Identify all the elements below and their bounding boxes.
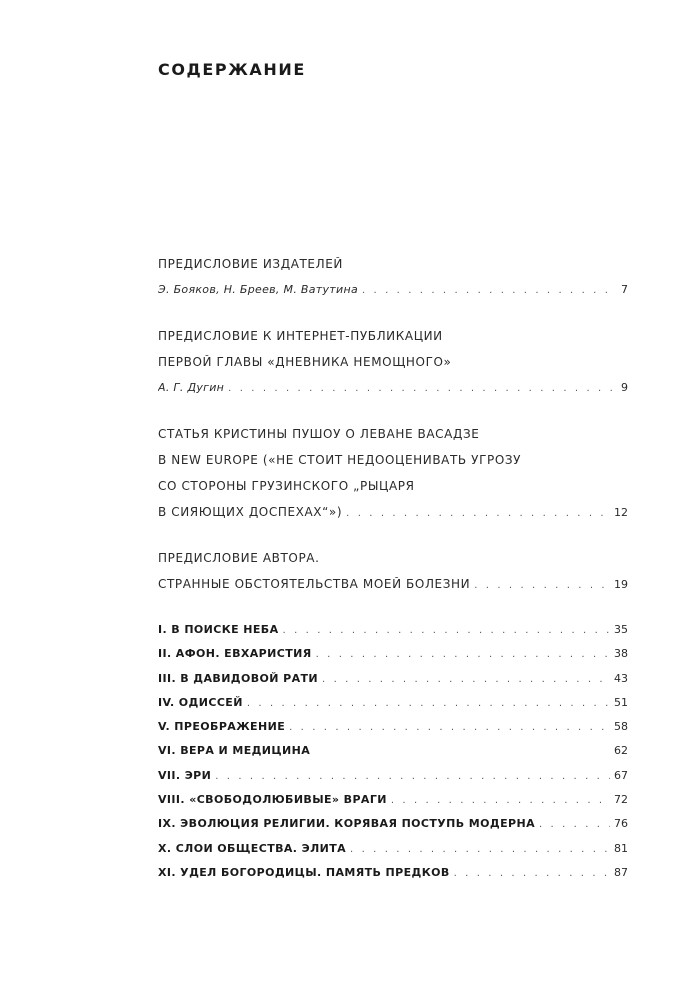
toc-leader-dots [346,508,610,519]
toc-chapter-1[interactable] [158,623,628,647]
toc-entry-title: В NEW EUROPE («НЕ СТОИТ НЕДООЦЕНИВАТЬ УГРОЗУ [158,453,522,467]
toc-page-number: 9 [621,381,628,394]
toc-entry-title: СО СТОРОНЫ ГРУЗИНСКОГО „РЫЦАРЯ [158,479,415,493]
toc-leader-dots [247,698,610,709]
toc-leader-dots [316,649,610,660]
toc-entry-title-line [158,257,628,283]
toc-page-number: 12 [614,506,628,519]
toc-page-number: 87 [614,865,628,879]
toc-page-number: 7 [621,283,628,296]
toc-entry-publishers-preface[interactable] [158,257,628,309]
toc-chapter-title: XI. УДЕЛ БОГОРОДИЦЫ. ПАМЯТЬ ПРЕДКОВ [158,865,450,879]
table-of-contents [158,257,628,910]
toc-chapter-2[interactable] [158,647,628,671]
toc-chapter-title: V. ПРЕОБРАЖЕНИЕ [158,720,286,734]
toc-page-number: 51 [614,695,628,709]
toc-page-number: 67 [614,768,628,782]
toc-chapter-8[interactable] [158,793,628,817]
toc-chapter-title: IX. ЭВОЛЮЦИЯ РЕЛИГИИ. КОРЯВАЯ ПОСТУПЬ МОДЕРНА [158,817,535,831]
toc-entry-title-line [158,479,628,505]
toc-chapter-6[interactable] [158,744,628,768]
toc-chapter-title: VIII. «СВОБОДОЛЮБИВЫЕ» ВРАГИ [158,793,387,807]
toc-leader-dots [283,625,610,636]
toc-entry-last-line [158,505,628,531]
toc-entry-title: В СИЯЮЩИХ ДОСПЕХАХ“») [158,505,343,519]
toc-entry-author-line [158,381,628,407]
toc-entry-title: ПРЕДИСЛОВИЕ ИЗДАТЕЛЕЙ [158,257,343,271]
toc-entry-title: СТРАННЫЕ ОБСТОЯТЕЛЬСТВА МОЕЙ БОЛЕЗНИ [158,577,471,591]
toc-leader-dots [474,580,610,591]
toc-page-number: 76 [614,817,628,831]
toc-entry-title: ПЕРВОЙ ГЛАВЫ «ДНЕВНИКА НЕМОЩНОГО» [158,355,452,369]
toc-entry-title-line [158,453,628,479]
toc-entry-last-line [158,577,628,603]
toc-entry-article[interactable] [158,427,628,531]
toc-page-number: 35 [614,623,628,636]
toc-leader-dots [228,383,617,394]
toc-leader-dots [350,844,610,855]
toc-leader-dots [454,868,610,879]
toc-entry-author: А. Г. Дугин [158,381,225,394]
toc-chapter-title: VI. ВЕРА И МЕДИЦИНА [158,744,311,758]
toc-chapter-title: I. В ПОИСКЕ НЕБА [158,623,279,636]
toc-entry-author-preface[interactable] [158,551,628,603]
toc-leader-dots [215,771,610,782]
toc-page-number: 19 [614,578,628,591]
toc-leader-dots [362,285,617,296]
toc-leader-dots [539,819,610,830]
toc-entry-title-line [158,427,628,453]
page-title: СОДЕРЖАНИЕ [158,60,306,79]
toc-chapter-7[interactable] [158,769,628,793]
toc-leader-dots [289,722,610,733]
toc-chapter-3[interactable] [158,672,628,696]
toc-entry-title: СТАТЬЯ КРИСТИНЫ ПУШОУ О ЛЕВАНЕ ВАСАДЗЕ [158,427,480,441]
toc-entry-title-line [158,329,628,355]
toc-entry-internet-preface[interactable] [158,329,628,407]
toc-chapter-list [158,623,628,890]
toc-chapter-title: VII. ЭРИ [158,768,212,782]
toc-entry-title: ПРЕДИСЛОВИЕ К ИНТЕРНЕТ-ПУБЛИКАЦИИ [158,329,443,343]
toc-leader-dots [322,674,610,685]
toc-chapter-10[interactable] [158,842,628,866]
toc-entry-author: Э. Бояков, Н. Бреев, М. Ватутина [158,283,358,296]
toc-entry-title-line [158,551,628,577]
toc-chapter-title: X. СЛОИ ОБЩЕСТВА. ЭЛИТА [158,841,347,855]
toc-entry-title-line [158,355,628,381]
toc-chapter-title: IV. ОДИССЕЙ [158,695,243,709]
toc-page-number: 62 [614,744,628,758]
toc-chapter-4[interactable] [158,696,628,720]
toc-page-number: 81 [614,841,628,855]
toc-page-number: 38 [614,647,628,661]
toc-leader-dots [391,795,610,806]
toc-page-number: 72 [614,793,628,807]
toc-chapter-9[interactable] [158,817,628,841]
toc-chapter-11[interactable] [158,866,628,890]
toc-chapter-title: II. АФОН. ЕВХАРИСТИЯ [158,647,312,661]
toc-entry-title: ПРЕДИСЛОВИЕ АВТОРА. [158,551,320,565]
toc-page-number: 43 [614,671,628,685]
toc-chapter-title: III. В ДАВИДОВОЙ РАТИ [158,671,319,685]
toc-chapter-5[interactable] [158,720,628,744]
toc-page-number: 58 [614,720,628,734]
toc-entry-author-line [158,283,628,309]
